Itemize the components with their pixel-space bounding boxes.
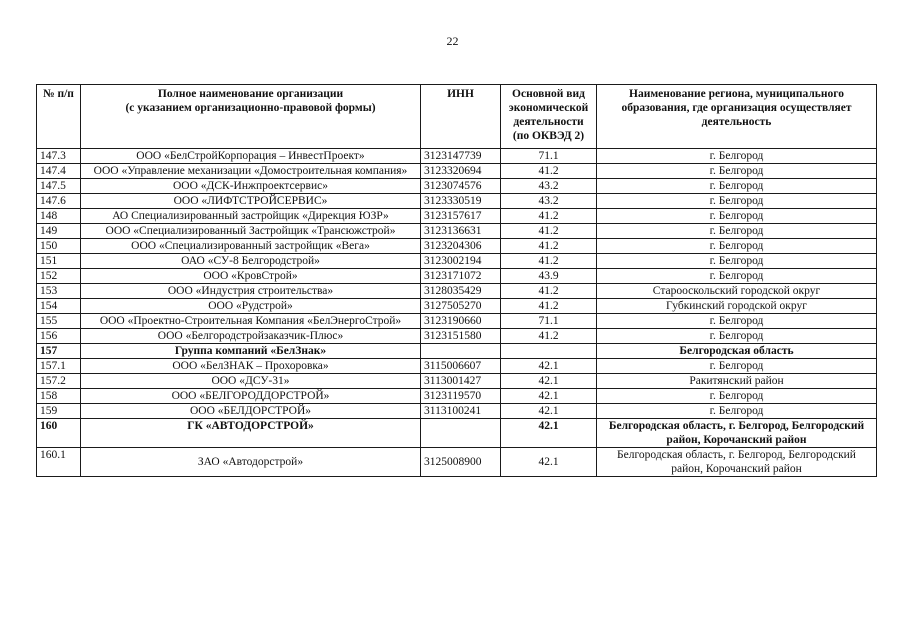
cell-num: 148 bbox=[37, 209, 81, 224]
cell-num: 157 bbox=[37, 344, 81, 359]
cell-name: ООО «Индустрия строительства» bbox=[81, 284, 421, 299]
cell-region: Белгородская область bbox=[597, 344, 877, 359]
cell-num: 158 bbox=[37, 389, 81, 404]
cell-num: 152 bbox=[37, 269, 81, 284]
cell-okved: 42.1 bbox=[501, 419, 597, 448]
cell-region: г. Белгород bbox=[597, 194, 877, 209]
cell-inn: 3123119570 bbox=[421, 389, 501, 404]
cell-inn: 3125008900 bbox=[421, 448, 501, 477]
cell-num: 159 bbox=[37, 404, 81, 419]
cell-name: ООО «Специализированный застройщик «Вега» bbox=[81, 239, 421, 254]
table-row bbox=[37, 239, 877, 254]
cell-num: 157.1 bbox=[37, 359, 81, 374]
table-row bbox=[37, 374, 877, 389]
cell-okved: 41.2 bbox=[501, 239, 597, 254]
cell-inn bbox=[421, 419, 501, 448]
cell-inn: 3123157617 bbox=[421, 209, 501, 224]
cell-inn: 3123171072 bbox=[421, 269, 501, 284]
cell-inn: 3113100241 bbox=[421, 404, 501, 419]
cell-region: Белгородская область, г. Белгород, Белгородский район, Корочанский район bbox=[597, 448, 877, 477]
cell-inn: 3123151580 bbox=[421, 329, 501, 344]
cell-okved: 71.1 bbox=[501, 149, 597, 164]
cell-name: ГК «АВТОДОРСТРОЙ» bbox=[81, 419, 421, 448]
table-row bbox=[37, 404, 877, 419]
cell-name: ООО «Управление механизации «Домостроительная компания» bbox=[81, 164, 421, 179]
cell-region: Губкинский городской округ bbox=[597, 299, 877, 314]
cell-name: ООО «ДСУ-31» bbox=[81, 374, 421, 389]
table-row bbox=[37, 224, 877, 239]
cell-num: 147.5 bbox=[37, 179, 81, 194]
cell-inn: 3123002194 bbox=[421, 254, 501, 269]
table-row-group bbox=[37, 419, 877, 448]
cell-inn: 3123074576 bbox=[421, 179, 501, 194]
cell-region: г. Белгород bbox=[597, 389, 877, 404]
table-row bbox=[37, 209, 877, 224]
cell-name: ООО «ЛИФТСТРОЙСЕРВИС» bbox=[81, 194, 421, 209]
table-row bbox=[37, 254, 877, 269]
table-row bbox=[37, 179, 877, 194]
table-row bbox=[37, 149, 877, 164]
table-row bbox=[37, 269, 877, 284]
cell-region: г. Белгород bbox=[597, 314, 877, 329]
cell-inn: 3127505270 bbox=[421, 299, 501, 314]
cell-inn bbox=[421, 344, 501, 359]
cell-okved: 41.2 bbox=[501, 284, 597, 299]
cell-name: ООО «Рудстрой» bbox=[81, 299, 421, 314]
cell-num: 150 bbox=[37, 239, 81, 254]
header-num: № п/п bbox=[37, 85, 81, 149]
cell-inn: 3115006607 bbox=[421, 359, 501, 374]
cell-num: 160 bbox=[37, 419, 81, 448]
cell-num: 149 bbox=[37, 224, 81, 239]
cell-okved: 41.2 bbox=[501, 209, 597, 224]
page-number: 22 bbox=[446, 34, 459, 48]
organization-registry-table bbox=[36, 84, 877, 477]
cell-okved: 43.2 bbox=[501, 179, 597, 194]
cell-okved: 41.2 bbox=[501, 329, 597, 344]
cell-name: ЗАО «Автодорстрой» bbox=[81, 448, 421, 477]
table-row bbox=[37, 314, 877, 329]
cell-okved: 41.2 bbox=[501, 164, 597, 179]
table-row bbox=[37, 389, 877, 404]
cell-name: ООО «Белгородстройзаказчик-Плюс» bbox=[81, 329, 421, 344]
cell-region: г. Белгород bbox=[597, 359, 877, 374]
cell-num: 147.4 bbox=[37, 164, 81, 179]
cell-okved: 42.1 bbox=[501, 374, 597, 389]
table-row bbox=[37, 359, 877, 374]
cell-okved: 42.1 bbox=[501, 389, 597, 404]
table-row bbox=[37, 284, 877, 299]
cell-region: г. Белгород bbox=[597, 209, 877, 224]
cell-okved: 42.1 bbox=[501, 404, 597, 419]
table-header-row bbox=[37, 85, 877, 149]
header-name bbox=[81, 85, 421, 149]
cell-name: АО Специализированный застройщик «Дирекция ЮЗР» bbox=[81, 209, 421, 224]
cell-name: ООО «Специализированный Застройщик «Трансюжстрой» bbox=[81, 224, 421, 239]
cell-region: г. Белгород bbox=[597, 149, 877, 164]
table-row bbox=[37, 329, 877, 344]
cell-num: 160.1 bbox=[37, 448, 81, 477]
cell-region: г. Белгород bbox=[597, 404, 877, 419]
table-row bbox=[37, 448, 877, 477]
cell-num: 147.6 bbox=[37, 194, 81, 209]
cell-region: г. Белгород bbox=[597, 269, 877, 284]
cell-name: ООО «БелСтройКорпорация – ИнвестПроект» bbox=[81, 149, 421, 164]
cell-okved: 71.1 bbox=[501, 314, 597, 329]
cell-inn: 3123147739 bbox=[421, 149, 501, 164]
cell-name: ООО «Проектно-Строительная Компания «БелЭнергоСтрой» bbox=[81, 314, 421, 329]
cell-okved: 41.2 bbox=[501, 224, 597, 239]
cell-region: г. Белгород bbox=[597, 239, 877, 254]
cell-region: г. Белгород bbox=[597, 164, 877, 179]
cell-region: Ракитянский район bbox=[597, 374, 877, 389]
table-row-group bbox=[37, 344, 877, 359]
cell-name: ООО «ДСК-Инжпроектсервис» bbox=[81, 179, 421, 194]
cell-name: ООО «БЕЛГОРОДДОРСТРОЙ» bbox=[81, 389, 421, 404]
cell-okved: 43.9 bbox=[501, 269, 597, 284]
cell-okved: 43.2 bbox=[501, 194, 597, 209]
cell-inn: 3113001427 bbox=[421, 374, 501, 389]
cell-okved: 42.1 bbox=[501, 448, 597, 477]
cell-name: ООО «КровСтрой» bbox=[81, 269, 421, 284]
cell-num: 154 bbox=[37, 299, 81, 314]
cell-num: 147.3 bbox=[37, 149, 81, 164]
cell-region: г. Белгород bbox=[597, 329, 877, 344]
cell-num: 155 bbox=[37, 314, 81, 329]
cell-name: ООО «БЕЛДОРСТРОЙ» bbox=[81, 404, 421, 419]
cell-okved: 42.1 bbox=[501, 359, 597, 374]
header-region: Наименование региона, муниципального образования, где организация осуществляет деятельность bbox=[597, 85, 877, 149]
cell-num: 156 bbox=[37, 329, 81, 344]
cell-inn: 3123136631 bbox=[421, 224, 501, 239]
header-okved: Основной вид экономической деятельности (по ОКВЭД 2) bbox=[501, 85, 597, 149]
table-row bbox=[37, 164, 877, 179]
cell-num: 151 bbox=[37, 254, 81, 269]
table-row bbox=[37, 194, 877, 209]
cell-num: 157.2 bbox=[37, 374, 81, 389]
cell-region: г. Белгород bbox=[597, 224, 877, 239]
header-name-line2: (с указанием организационно-правовой формы) bbox=[125, 102, 376, 115]
cell-inn: 3123204306 bbox=[421, 239, 501, 254]
cell-okved: 41.2 bbox=[501, 299, 597, 314]
cell-inn: 3123320694 bbox=[421, 164, 501, 179]
cell-inn: 3123330519 bbox=[421, 194, 501, 209]
cell-name: ООО «БелЗНАК – Прохоровка» bbox=[81, 359, 421, 374]
cell-region: Старооскольский городской округ bbox=[597, 284, 877, 299]
cell-okved: 41.2 bbox=[501, 254, 597, 269]
cell-num: 153 bbox=[37, 284, 81, 299]
table-row bbox=[37, 299, 877, 314]
header-inn: ИНН bbox=[421, 85, 501, 149]
cell-region: Белгородская область, г. Белгород, Белгородский район, Корочанский район bbox=[597, 419, 877, 448]
cell-name: Группа компаний «БелЗнак» bbox=[81, 344, 421, 359]
header-name-line1: Полное наименование организации bbox=[157, 88, 344, 100]
cell-name: ОАО «СУ-8 Белгородстрой» bbox=[81, 254, 421, 269]
cell-region: г. Белгород bbox=[597, 179, 877, 194]
cell-okved bbox=[501, 344, 597, 359]
cell-inn: 3123190660 bbox=[421, 314, 501, 329]
cell-inn: 3128035429 bbox=[421, 284, 501, 299]
cell-region: г. Белгород bbox=[597, 254, 877, 269]
